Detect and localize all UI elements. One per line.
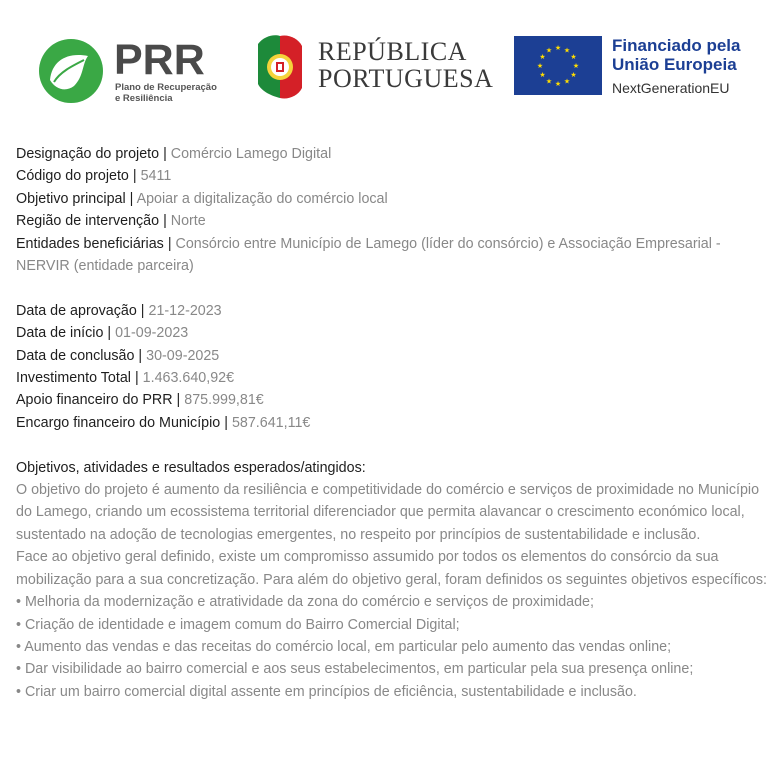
eu-funding-logo	[514, 36, 764, 100]
prr-subtitle-line2: e Resiliência	[115, 93, 173, 104]
separator: |	[224, 414, 228, 431]
svg-text:★: ★	[572, 62, 580, 70]
svg-text:★: ★	[536, 62, 544, 70]
svg-text:★: ★	[563, 46, 571, 55]
svg-text:★: ★	[554, 44, 562, 52]
detail-label: Objetivo principal	[16, 190, 126, 207]
detail-value: Norte	[170, 213, 206, 230]
spacer	[16, 434, 772, 456]
financial-value: 587.641,11€	[231, 414, 311, 431]
separator: |	[140, 302, 145, 319]
financial-row-aprovacao	[16, 300, 772, 322]
separator: |	[163, 146, 167, 162]
financial-value: 30-09-2025	[146, 347, 220, 364]
separator: |	[176, 392, 181, 409]
detail-value: Apoiar a digitalização do comércio local	[136, 190, 388, 207]
republica-portuguesa-logo	[254, 34, 494, 104]
svg-text:★: ★	[570, 71, 577, 79]
detail-value: Consórcio entre Município de Lamego (líder do consórcio) e Associação Empresarial - NERVIR (entidade parceira)	[16, 235, 721, 275]
separator: |	[132, 168, 137, 185]
republica-line2: PORTUGUESA	[318, 64, 494, 93]
prr-logo	[38, 38, 238, 108]
republica-text	[318, 38, 493, 92]
financial-label: Data de conclusão	[16, 347, 135, 364]
portuguese-flag-icon	[254, 34, 304, 100]
financial-row-encargo	[16, 412, 772, 434]
separator: |	[167, 235, 172, 252]
financial-row-inicio	[16, 322, 772, 344]
financial-value: 1.463.640,92€	[142, 370, 235, 387]
svg-text:★: ★	[563, 77, 571, 86]
eu-line1: Financiado pela	[612, 36, 741, 55]
svg-text:★: ★	[539, 71, 546, 79]
financial-row-investimento	[16, 367, 772, 389]
detail-row-designacao	[16, 143, 772, 165]
detail-label: Região de intervenção	[16, 213, 160, 230]
objective-bullet: • Dar visibilidade ao bairro comercial e aos seus estabelecimentos, em particular pela sua presença online;	[16, 661, 694, 678]
detail-row-codigo	[16, 165, 772, 187]
prr-subtitle-line1: Plano de Recuperação	[115, 82, 217, 93]
objective-bullet: • Aumento das vendas e das receitas do comércio local, em particular pelo aumento das vendas online;	[16, 638, 672, 655]
prr-name: PRR	[114, 36, 205, 84]
objective-bullet: • Criar um bairro comercial digital assente em princípios de eficiência, sustentabilidade e inclusão.	[16, 683, 637, 700]
svg-text:★: ★	[554, 80, 562, 88]
separator: |	[163, 213, 167, 230]
separator: |	[138, 347, 143, 364]
svg-text:★: ★	[545, 46, 553, 55]
project-sheet	[16, 143, 772, 703]
funding-logos	[0, 0, 775, 130]
detail-label: Designação do projeto	[16, 146, 160, 162]
svg-text:★: ★	[545, 77, 553, 86]
financial-label: Data de aprovação	[16, 302, 137, 319]
detail-value: 5411	[140, 168, 172, 185]
detail-row-entidades	[16, 233, 772, 278]
prr-subtitle	[115, 82, 217, 104]
financial-value: 21-12-2023	[148, 302, 222, 319]
objectives-paragraph: Face ao objetivo geral definido, existe um compromisso assumido por todos os elementos do consórcio da sua mobilização para a sua concretização. Para além do objetivo geral, foram definidos os seguintes objetivos específicos:	[16, 549, 767, 588]
financial-label: Encargo financeiro do Município	[16, 414, 221, 431]
objectives-paragraph: O objetivo do projeto é aumento da resiliência e competitividade do comércio e serviços de proximidade no Município do Lamego, criando um ecossistema territorial diferenciador que permita alavancar o crescimento económico local, sustentado na adoção de tecnologias emergentes, no respeito por princípios de sustentabilidade e inclusão.	[16, 482, 760, 543]
svg-text:★: ★	[539, 53, 546, 61]
svg-text:★: ★	[570, 53, 577, 61]
detail-row-regiao	[16, 210, 772, 232]
objectives-heading: Objetivos, atividades e resultados esperados/atingidos:	[16, 459, 366, 476]
financial-value: 875.999,81€	[184, 392, 264, 409]
financial-label: Apoio financeiro do PRR	[16, 392, 173, 409]
financial-row-conclusao	[16, 345, 772, 367]
prr-leaf-icon	[38, 38, 106, 104]
eu-line2: União Europeia	[612, 55, 737, 74]
detail-value: Comércio Lamego Digital	[170, 146, 332, 162]
republica-line1: REPÚBLICA	[318, 37, 467, 66]
financial-label: Investimento Total	[16, 370, 131, 387]
separator: |	[107, 325, 112, 342]
detail-label: Código do projeto	[16, 168, 129, 185]
objective-bullet: • Criação de identidade e imagem comum do Bairro Comercial Digital;	[16, 616, 460, 633]
spacer	[16, 277, 772, 299]
detail-row-objetivo	[16, 188, 772, 210]
eu-flag-icon	[514, 36, 602, 95]
separator: |	[129, 190, 134, 207]
separator: |	[134, 370, 139, 387]
objective-bullet: • Melhoria da modernização e atratividade da zona do comércio e serviços de proximidade;	[16, 594, 594, 611]
financial-label: Data de início	[16, 325, 104, 342]
financial-value: 01-09-2023	[115, 325, 189, 342]
detail-label: Entidades beneficiárias	[16, 235, 164, 252]
financial-row-apoio	[16, 389, 772, 411]
eu-line3: NextGenerationEU	[612, 80, 730, 96]
